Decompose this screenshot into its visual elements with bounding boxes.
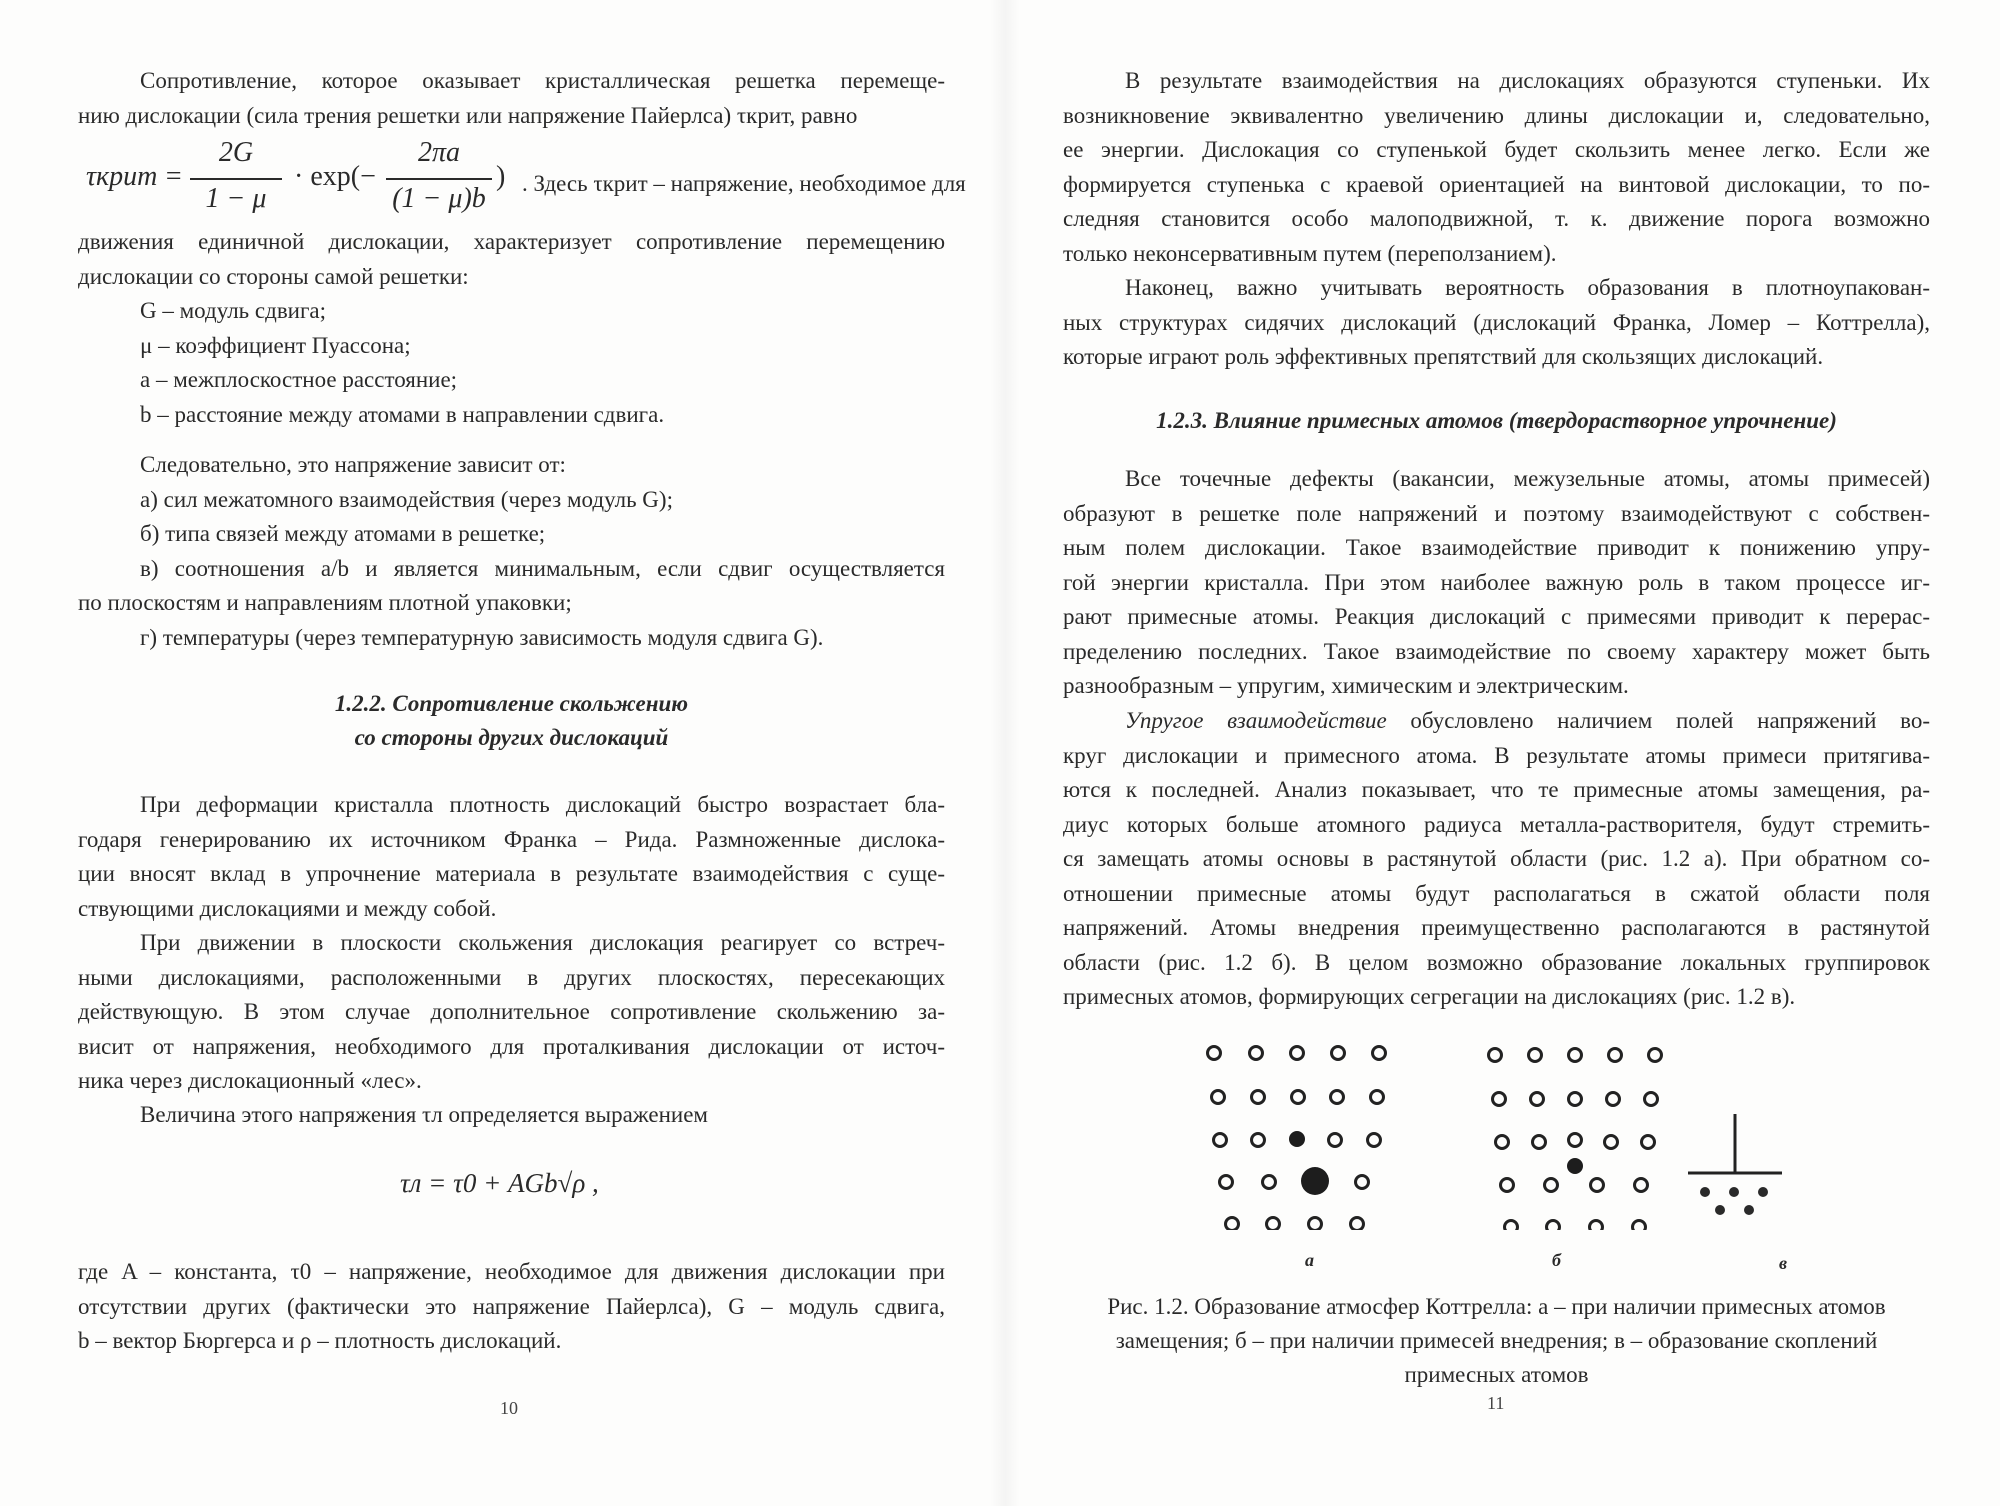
caption-line: примесных атомов [1404,1362,1589,1387]
lattice-atom [1547,1221,1560,1231]
text-line: ным полем дислокации. Такое взаимодействие приводит к понижению упру- [1063,535,1930,560]
lattice-atom [1533,1136,1546,1149]
formula-frac1-line [190,178,282,180]
list-item-continuation: по плоскостям и направлениям плотной упаковки; [78,590,572,615]
lattice-atom [1569,1049,1582,1062]
lattice-atom [1309,1218,1322,1231]
lattice-atom [1569,1134,1582,1147]
page-number-right: 11 [1487,1393,1505,1413]
figure-label-b: б [1552,1250,1561,1270]
lattice-atom [1642,1136,1655,1149]
right-paragraph-1 [1063,64,1930,271]
figure-panel-a [1208,1047,1386,1231]
text-line: Сопротивление, которое оказывает кристаллическая решетка перемеще- [140,68,945,93]
segregated-atom [1758,1187,1768,1197]
formula-equals: = [164,161,183,192]
interstitial-atom [1567,1158,1583,1174]
right-paragraph-4 [1063,704,1930,1015]
formula-frac2-line [386,178,492,180]
lattice-atom [1569,1093,1582,1106]
text-line: Все точечные дефекты (вакансии, межузельные атомы, атомы примесей) [1125,466,1930,491]
formula-exp: · exp(− [294,161,376,192]
lattice-atom [1226,1218,1239,1231]
lattice-atom [1489,1049,1502,1062]
figure-cottrell-atmospheres [1063,1030,1930,1230]
right-paragraph-2 [1063,271,1930,375]
text-line: висит от напряжения, необходимого для проталкивания дислокации от источ- [78,1033,945,1059]
lattice-atom [1493,1093,1506,1106]
lattice-atom [1331,1091,1344,1104]
lattice-atom [1633,1221,1646,1231]
definition-a: a – межплоскостное расстояние; [140,367,458,392]
lattice-atom [1607,1093,1620,1106]
list-item: в) соотношения a/b и является минимальным, если сдвиг осуществляется [140,555,945,581]
lattice-atom [1356,1176,1369,1189]
formula-frac2-numerator: 2πa [417,137,461,168]
lattice-atom [1351,1218,1364,1231]
lattice-atom [1332,1047,1345,1060]
text-line: ее энергии. Дислокация со ступенькой будет скользить менее легко. Если же [1063,137,1930,162]
right-paragraph-3 [1063,462,1930,704]
text-line: годаря генерированию их источником Франка – Рида. Размноженные дислока- [78,826,945,852]
left-paragraph-3 [78,788,945,926]
lattice-atom [1529,1049,1542,1062]
text-line: возникновение эквивалентно увеличению длины дислокации и, следовательно, [1063,102,1930,128]
text-line: движения единичной дислокации, характеризует сопротивление перемещению [78,229,945,254]
lattice-atom [1505,1221,1518,1231]
text-line: круг дислокации и примесного атома. В результате атомы примеси притягива- [1063,742,1930,768]
forest-stress-formula: τл = τ0 + AGb√ρ , [400,1168,599,1198]
heading-line: 1.2.2. Сопротивление скольжению [334,691,689,716]
left-paragraph-5 [78,1098,945,1133]
lattice-atom [1250,1047,1263,1060]
lattice-atom [1605,1136,1618,1149]
text-line: пределению последних. Такое взаимодействие по своему характеру может быть [1063,638,1930,664]
formula-frac1-numerator: 2G [218,137,254,168]
caption-line: замещения; б – при наличии примесей внедрения; в – образование скоплений [1115,1328,1878,1353]
lattice-atom [1252,1134,1265,1147]
lattice-atom [1635,1179,1648,1192]
list-intro: Следовательно, это напряжение зависит от: [140,452,566,477]
book-gutter [990,0,1020,1506]
segregated-atom [1744,1205,1754,1215]
text-line: примесных атомов, формирующих сегрегации на дислокациях (рис. 1.2 в). [1063,984,1796,1009]
lattice-atom [1496,1136,1509,1149]
text-line: ными дислокациями, расположенными в других плоскостях, пересекающих [78,964,945,990]
heading-line: со стороны других дислокаций [354,725,669,750]
lattice-atom [1212,1091,1225,1104]
left-paragraph-4 [78,926,945,1099]
text-line: где A – константа, τ0 – напряжение, необходимое для движения дислокации при [78,1259,945,1284]
text-line: которые играют роль эффективных препятствий для скользящих дислокаций. [1063,344,1824,369]
lattice-atom [1531,1093,1544,1106]
lattice-atom [1373,1047,1386,1060]
text-line: формируется ступенька с краевой ориентацией на винтовой дислокации, то по- [1063,171,1930,197]
large-solute-atom [1301,1167,1329,1195]
lattice-atom [1292,1091,1305,1104]
caption-line: Рис. 1.2. Образование атмосфер Коттрелла: а – при наличии примесных атомов [1107,1294,1886,1319]
text-line: диус которых больше атомного радиуса металла-растворителя, будут стремить- [1063,811,1930,837]
definition-g: G – модуль сдвига; [140,298,327,323]
left-paragraph-intro [78,64,945,133]
right-page [1063,0,1930,1506]
text-line: разнообразным – упругим, химическим и электрическим. [1063,673,1629,698]
left-dependence-list [78,448,945,655]
text-line: ствующими дислокациями и между собой. [78,895,497,921]
figure-panel-b [1489,1049,1662,1231]
text-line: рают примесные атомы. Реакция дислокаций с примесями приводит к перерас- [1063,604,1930,629]
text-span: обусловлено наличием полей напряжений во- [1386,708,1930,733]
text-line: следняя становится особо малоподвижной, т. к. движение порога возможно [1063,206,1930,231]
lattice-atom [1371,1091,1384,1104]
text-line: ника через дислокационный «лес». [78,1068,422,1093]
figure-panel-c [1688,1114,1782,1215]
lattice-atom [1263,1176,1276,1189]
lattice-atom [1267,1218,1280,1231]
lattice-atom [1609,1049,1622,1062]
figure-label-c: в [1779,1253,1788,1273]
lattice-atom [1291,1047,1304,1060]
list-item: а) сил межатомного взаимодействия (через модуль G); [140,486,673,512]
formula-frac1-denominator: 1 − μ [205,183,267,214]
text-line: ся замещать атомы основы в растянутой области (рис. 1.2 а). При обратном со- [1063,846,1930,871]
lattice-atom [1208,1047,1221,1060]
definition-b: b – расстояние между атомами в направлении сдвига. [140,401,665,427]
formula-lhs: τкрит [86,161,158,192]
text-line: Наконец, важно учитывать вероятность образования в плотноупакован- [1125,275,1930,300]
lattice-atom [1645,1093,1658,1106]
formula-frac2-denominator: (1 − μ)b [392,183,486,214]
text-line: области (рис. 1.2 б). В целом возможно образование локальных группировок [1063,949,1930,975]
segregated-atom [1729,1187,1739,1197]
text-line: b – вектор Бюргерса и ρ – плотность дислокаций. [78,1328,562,1353]
figure-label-a: а [1305,1250,1314,1270]
left-page [78,0,966,1506]
italic-term: Упругое взаимодействие [1125,708,1387,733]
small-solute-atom [1289,1131,1305,1147]
lattice-atom [1252,1091,1265,1104]
lattice-atom [1590,1221,1603,1231]
text-line: ются к последней. Анализ показывает, что те примесные атомы замещения, ра- [1063,777,1930,802]
formula-close-paren: ) [496,161,506,192]
left-paragraph-2 [78,225,945,432]
text-line: образуют в решетке поле напряжений и поэтому взаимодействуют с собствен- [1063,500,1930,526]
lattice-atom [1220,1176,1233,1189]
page-number-left: 10 [500,1398,518,1418]
text-line: нию дислокации (сила трения решетки или напряжение Пайерлса) τкрит, равно [78,102,858,128]
segregated-atom [1715,1205,1725,1215]
text-line: Величина этого напряжения τл определяется выражением [140,1102,708,1127]
section-heading-1-2-2 [78,687,945,755]
text-line: ных структурах сидячих дислокаций (дислокаций Франка, Ломер – Коттрелла), [1063,309,1930,335]
lattice-atom [1329,1134,1342,1147]
definition-mu: μ – коэффициент Пуассона; [140,332,411,358]
lattice-atom [1591,1179,1604,1192]
figure-caption [1063,1290,1930,1392]
lattice-atom [1368,1134,1381,1147]
list-item: б) типа связей между атомами в решетке; [140,521,546,546]
formula-note: . Здесь τкрит – напряжение, необходимое для [522,171,966,196]
segregated-atom [1700,1187,1710,1197]
text-line: напряжений. Атомы внедрения преимущественно располагаются в растянутой [1063,915,1930,940]
lattice-atom [1649,1049,1662,1062]
list-item: г) температуры (через температурную зависимость модуля сдвига G). [140,624,824,650]
lattice-atom [1214,1134,1227,1147]
section-heading-1-2-3: 1.2.3. Влияние примесных атомов (твердорастворное упрочнение) [1156,408,1837,433]
text-line [1063,704,1930,739]
text-line: При движении в плоскости скольжения дислокация реагирует со встреч- [140,930,945,955]
text-line: дислокации со стороны самой решетки: [78,263,469,289]
lattice-atom [1545,1179,1558,1192]
text-line: отсутствии других (фактически это напряжение Пайерлса), G – модуль сдвига, [78,1293,945,1319]
text-line: отношении примесные атомы будут располагаться в сжатой области поля [1063,880,1930,906]
text-line: только неконсервативным путем (переползанием). [1063,240,1557,266]
lattice-atom [1501,1179,1514,1192]
text-line: При деформации кристалла плотность дислокаций быстро возрастает бла- [140,792,945,817]
text-line: гой энергии кристалла. При этом наиболее важную роль в таком процессе иг- [1063,569,1930,595]
text-line: ции вносят вклад в упрочнение материала в результате взаимодействия с суще- [78,861,945,886]
left-paragraph-6 [78,1255,945,1359]
text-line: действующую. В этом случае дополнительное сопротивление скольжению за- [78,999,945,1024]
text-line: В результате взаимодействия на дислокациях образуются ступеньки. Их [1125,68,1930,93]
